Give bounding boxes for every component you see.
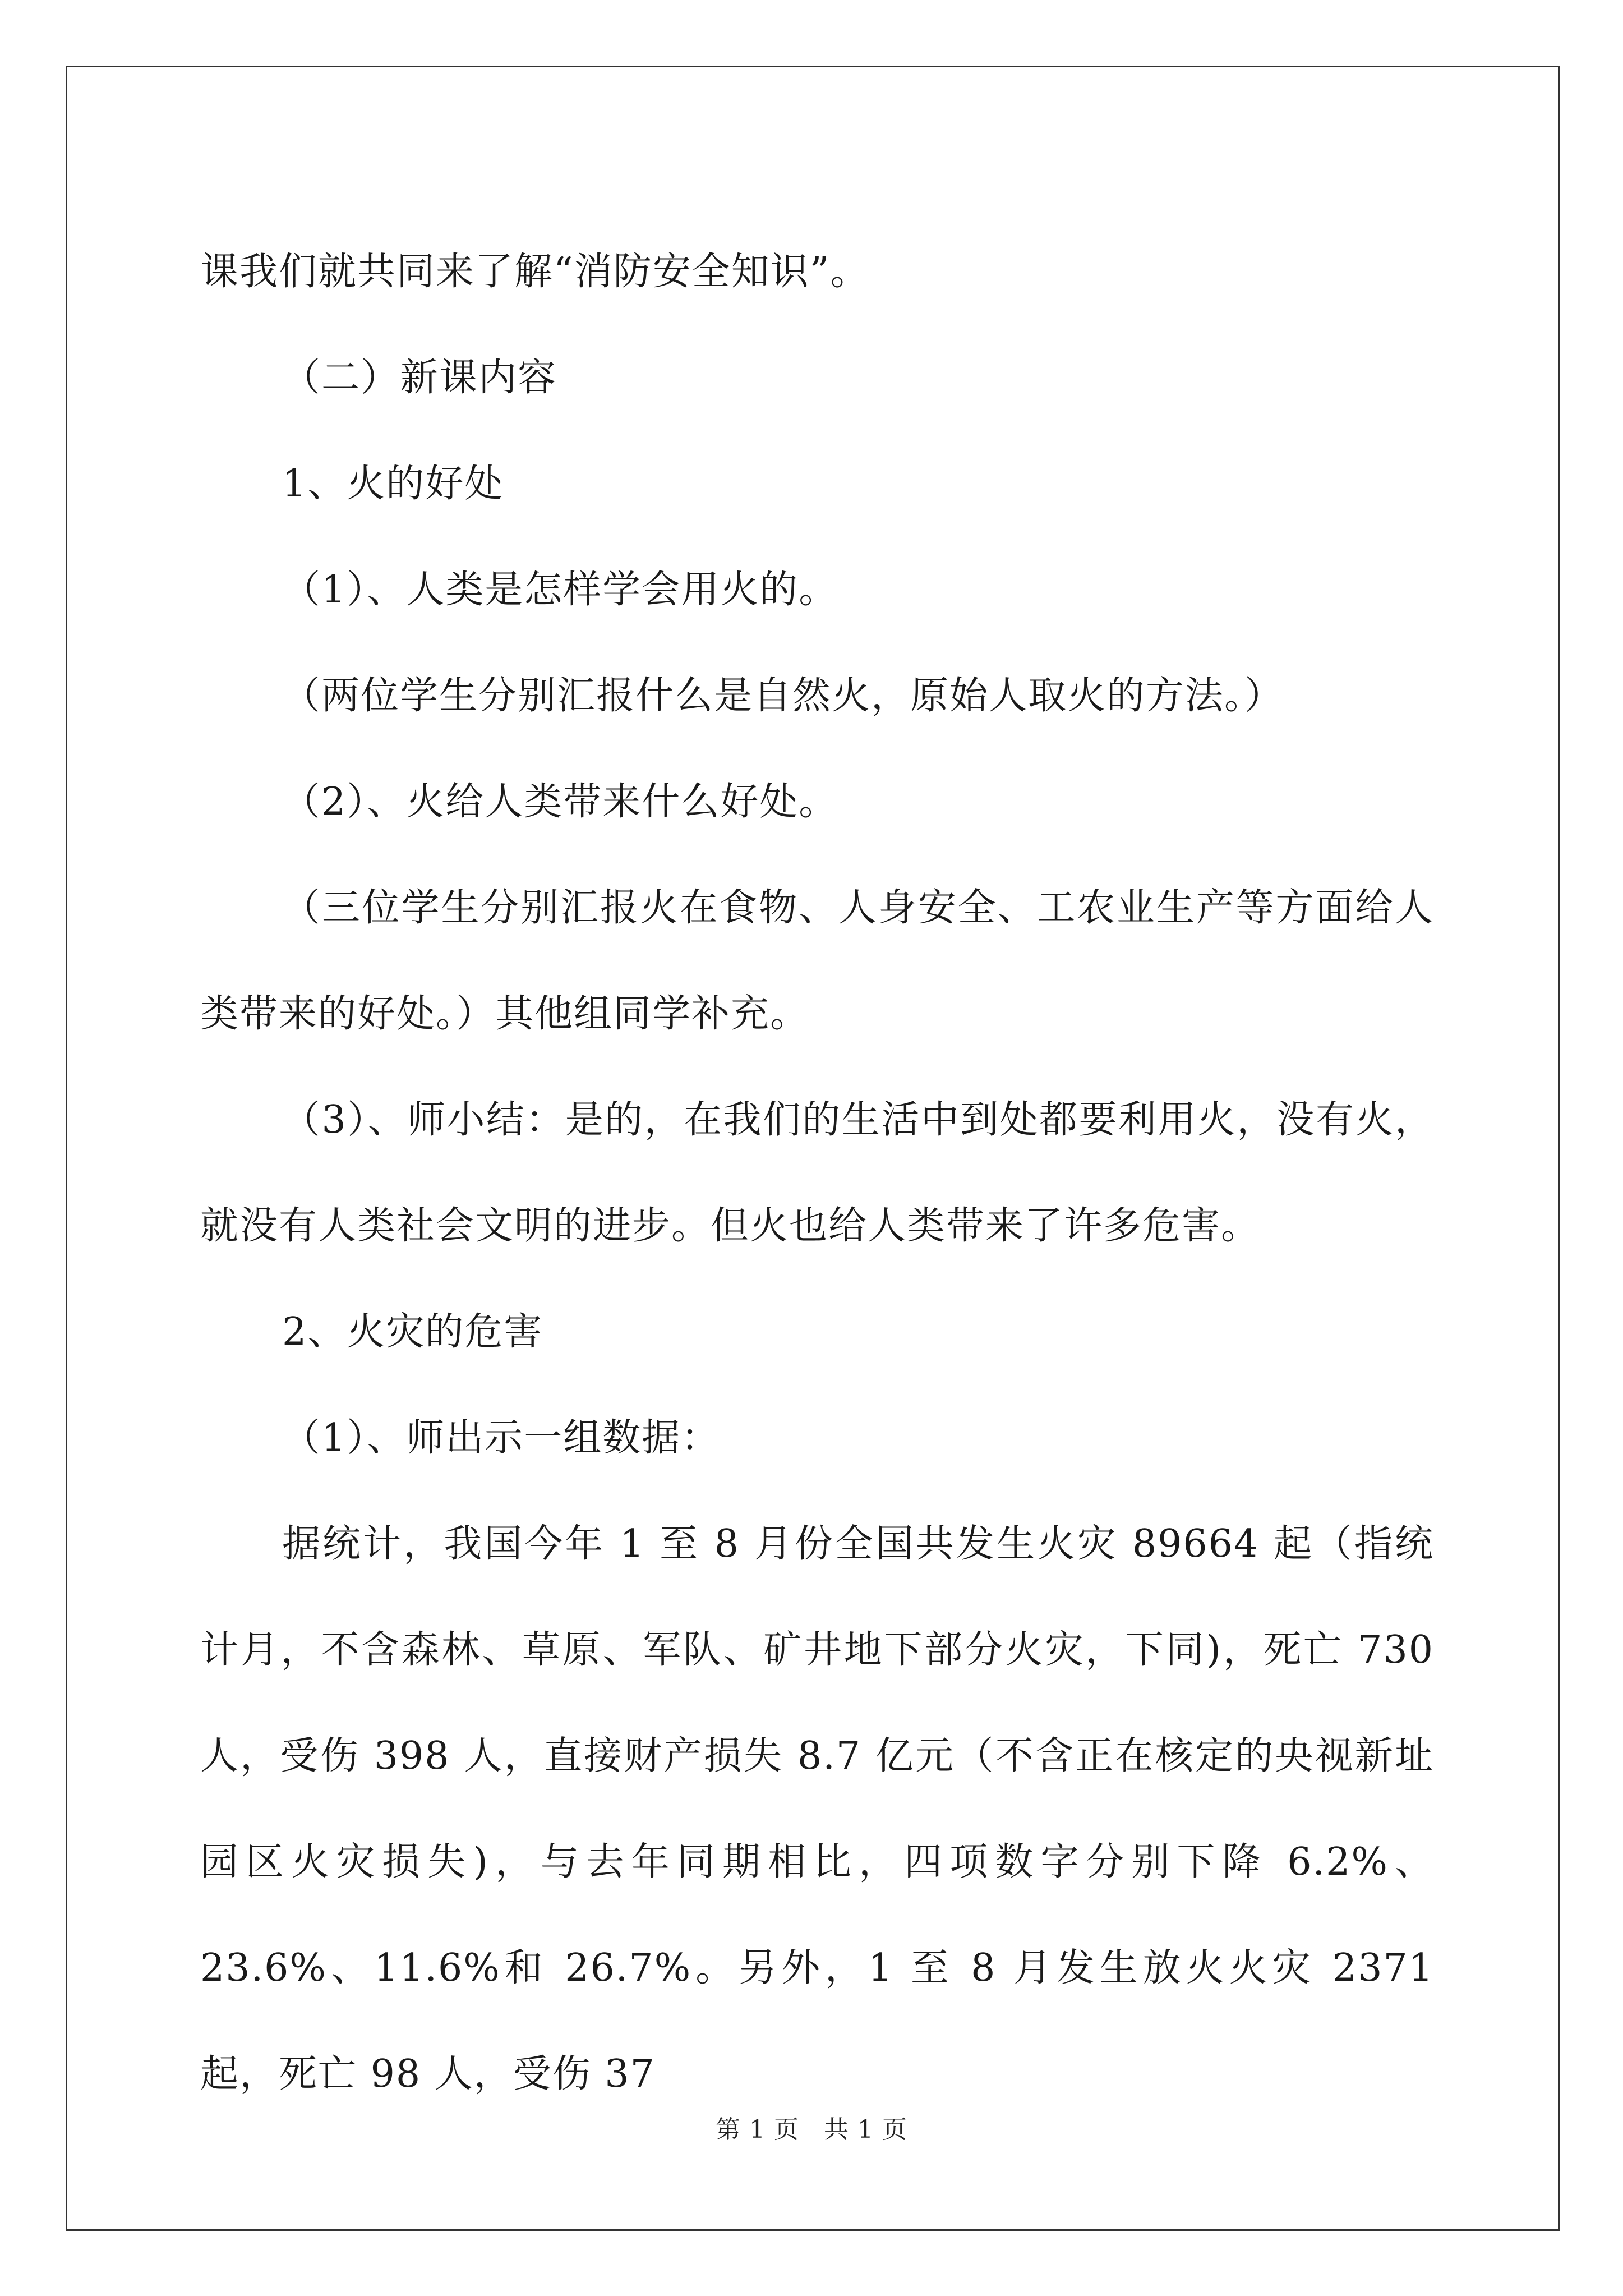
paragraph-11: 据统计，我国今年 1 至 8 月份全国共发生火灾 89664 起（指统计月，不含森林、草原、军队、矿井地下部分火灾，下同)，死亡 730 人，受伤 398 人，直接财产损失 8.7 亿元（不含正在核定的央视新址园区火灾损失)，与去年同期相比，四项数字分别下降 6.2%、23.6%、11.6%和 26.7%。另外，1 至 8 月发生放火火灾 2371 起，死亡 98 人，受伤 37 — [200, 1522, 1434, 2096]
paragraph-6: （2）、火给人类带来什么好处。 — [282, 780, 838, 824]
page-number-label: 第 1 页 — [716, 2115, 799, 2144]
paragraph-5: （两位学生分别汇报什么是自然火，原始人取火的方法。） — [282, 674, 1284, 718]
paragraph-7: （三位学生分别汇报火在食物、人身安全、工农业生产等方面给人类带来的好处。）其他组同学补充。 — [200, 886, 1434, 1036]
paragraph-4: （1）、人类是怎样学会用火的。 — [282, 568, 838, 612]
paragraph-2: （二）新课内容 — [282, 356, 557, 400]
page-total-label: 共 1 页 — [824, 2115, 907, 2144]
page-footer — [0, 2109, 1623, 2145]
document-body — [200, 219, 1434, 2127]
paragraph-10: （1）、师出示一组数据： — [282, 1416, 721, 1460]
paragraph-3: 1、火的好处 — [282, 462, 504, 506]
paragraph-9: 2、火灾的危害 — [282, 1310, 543, 1354]
paragraph-1: 课我们就共同来了解“消防安全知识”。 — [200, 250, 870, 294]
paragraph-8: （3）、师小结：是的，在我们的生活中到处都要利用火，没有火，就没有人类社会文明的进步。但火也给人类带来了许多危害。 — [200, 1098, 1434, 1248]
